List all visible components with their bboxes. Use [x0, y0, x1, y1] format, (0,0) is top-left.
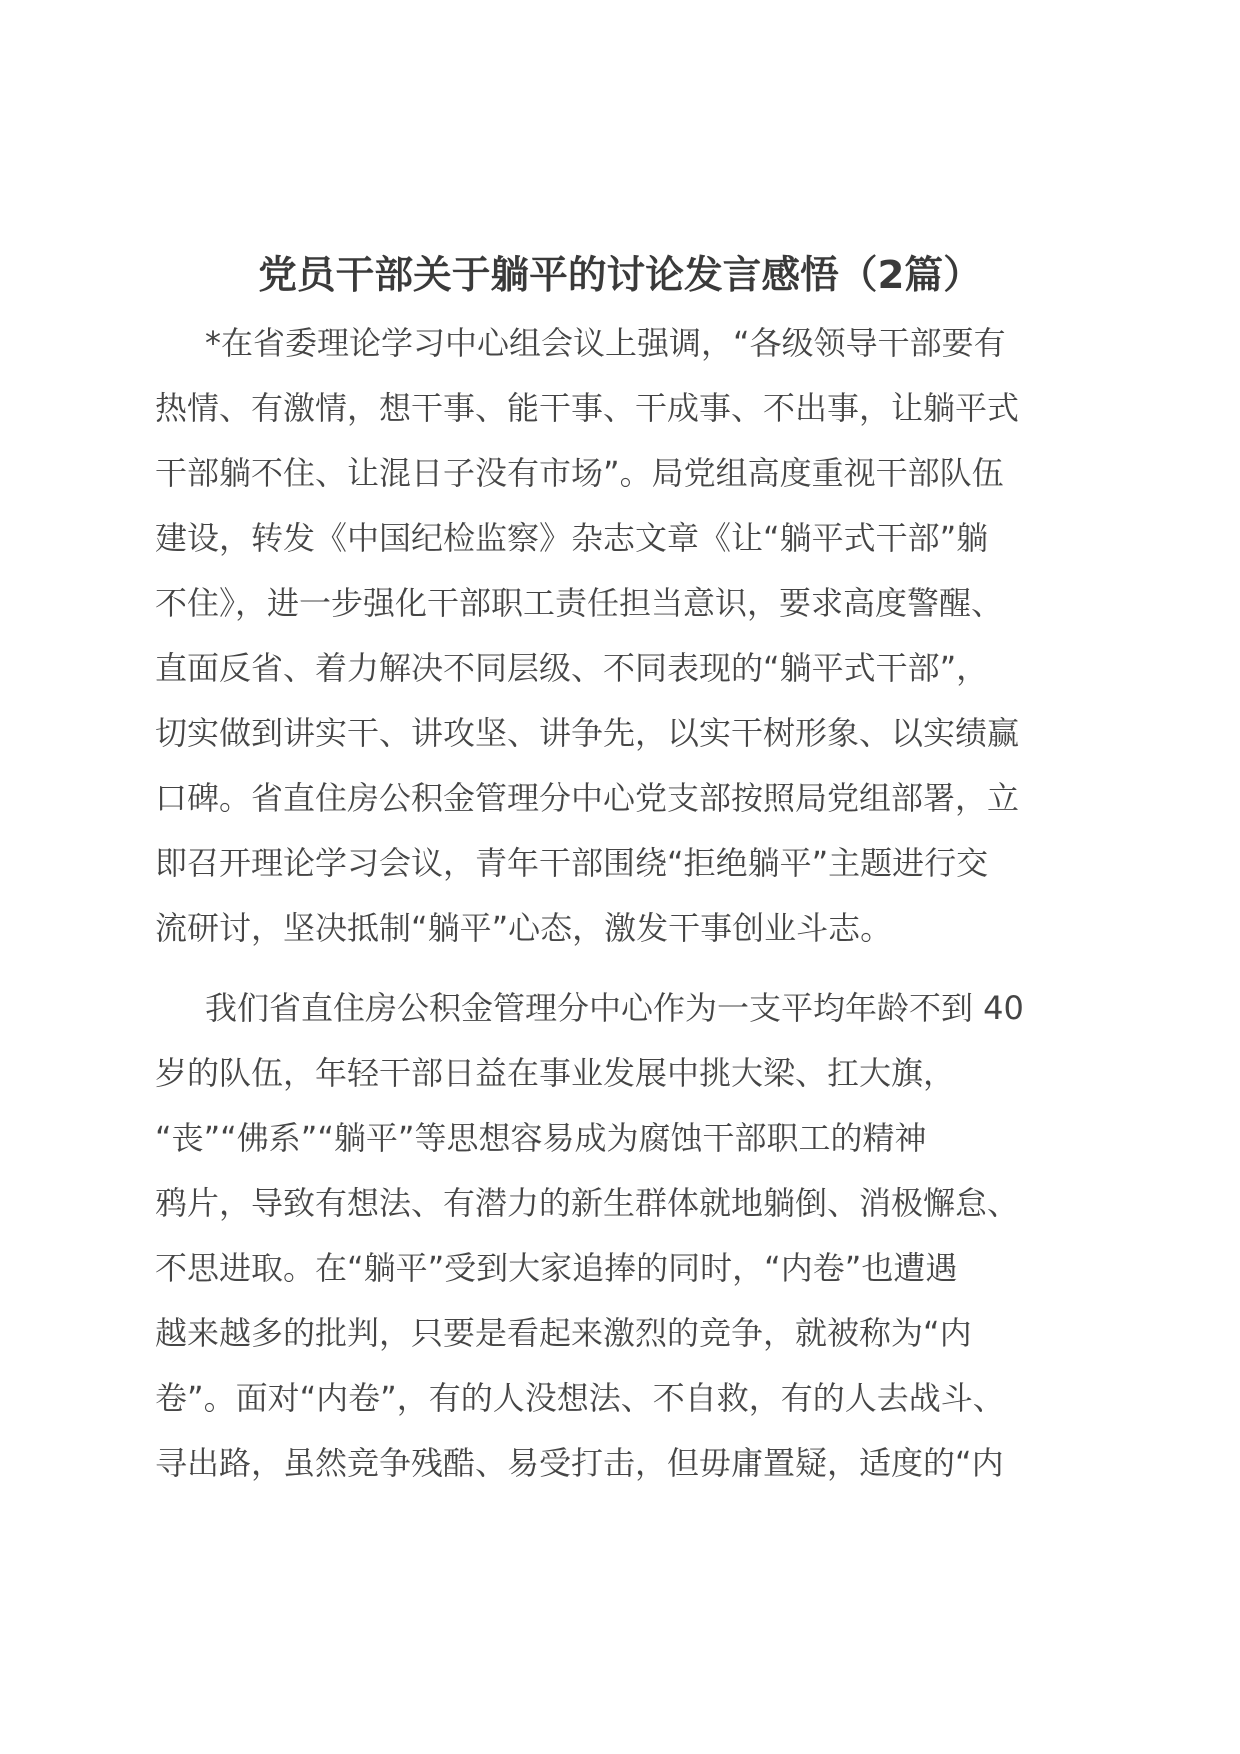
paragraph-1-line-10: 流研讨，坚决抵制“躺平”心态，激发干事创业斗志。: [155, 909, 893, 947]
paragraph-2-line-2: 岁的队伍，年轻干部日益在事业发展中挑大梁、扛大旗，: [155, 1054, 956, 1092]
paragraph-1-line-6: 直面反省、着力解决不同层级、不同表现的“躺平式干部”，: [155, 649, 989, 687]
document-title: 党员干部关于躺平的讨论发言感悟（2篇）: [258, 253, 982, 298]
paragraph-2-line-8: 寻出路，虽然竞争残酷、易受打击，但毋庸置疑，适度的“内: [155, 1444, 1004, 1482]
paragraph-1-line-2: 热情、有激情，想干事、能干事、干成事、不出事，让躺平式: [155, 389, 1020, 427]
paragraph-2-line-5: 不思进取。在“躺平”受到大家追捧的同时，“内卷”也遭遇: [155, 1249, 958, 1287]
paragraph-1-line-9: 即召开理论学习会议，青年干部围绕“拒绝躺平”主题进行交: [155, 844, 989, 882]
paragraph-2-line-1: 我们省直住房公积金管理分中心作为一支平均年龄不到 40: [205, 989, 1024, 1027]
paragraph-1-line-5: 不住》，进一步强化干部职工责任担当意识，要求高度警醒、: [155, 584, 1004, 622]
paragraph-2-line-4: 鸦片，导致有想法、有潜力的新生群体就地躺倒、消极懈怠、: [155, 1184, 1020, 1222]
paragraph-1-line-4: 建设，转发《中国纪检监察》杂志文章《让“躺平式干部”躺: [155, 519, 989, 557]
paragraph-2-line-6: 越来越多的批判，只要是看起来激烈的竞争，就被称为“内: [155, 1314, 972, 1352]
paragraph-2-line-7: 卷”。面对“内卷”，有的人没想法、不自救，有的人去战斗、: [155, 1379, 1005, 1417]
paragraph-1-line-8: 口碑。省直住房公积金管理分中心党支部按照局党组部署，立: [155, 779, 1020, 817]
paragraph-2-line-3: “丧”“佛系”“躺平”等思想容易成为腐蚀干部职工的精神: [155, 1119, 927, 1157]
paragraph-1-line-7: 切实做到讲实干、讲攻坚、讲争先，以实干树形象、以实绩赢: [155, 714, 1020, 752]
paragraph-1-line-1: *在省委理论学习中心组会议上强调，“各级领导干部要有: [205, 324, 1006, 362]
paragraph-1-line-3: 干部躺不住、让混日子没有市场”。局党组高度重视干部队伍: [155, 454, 1004, 492]
